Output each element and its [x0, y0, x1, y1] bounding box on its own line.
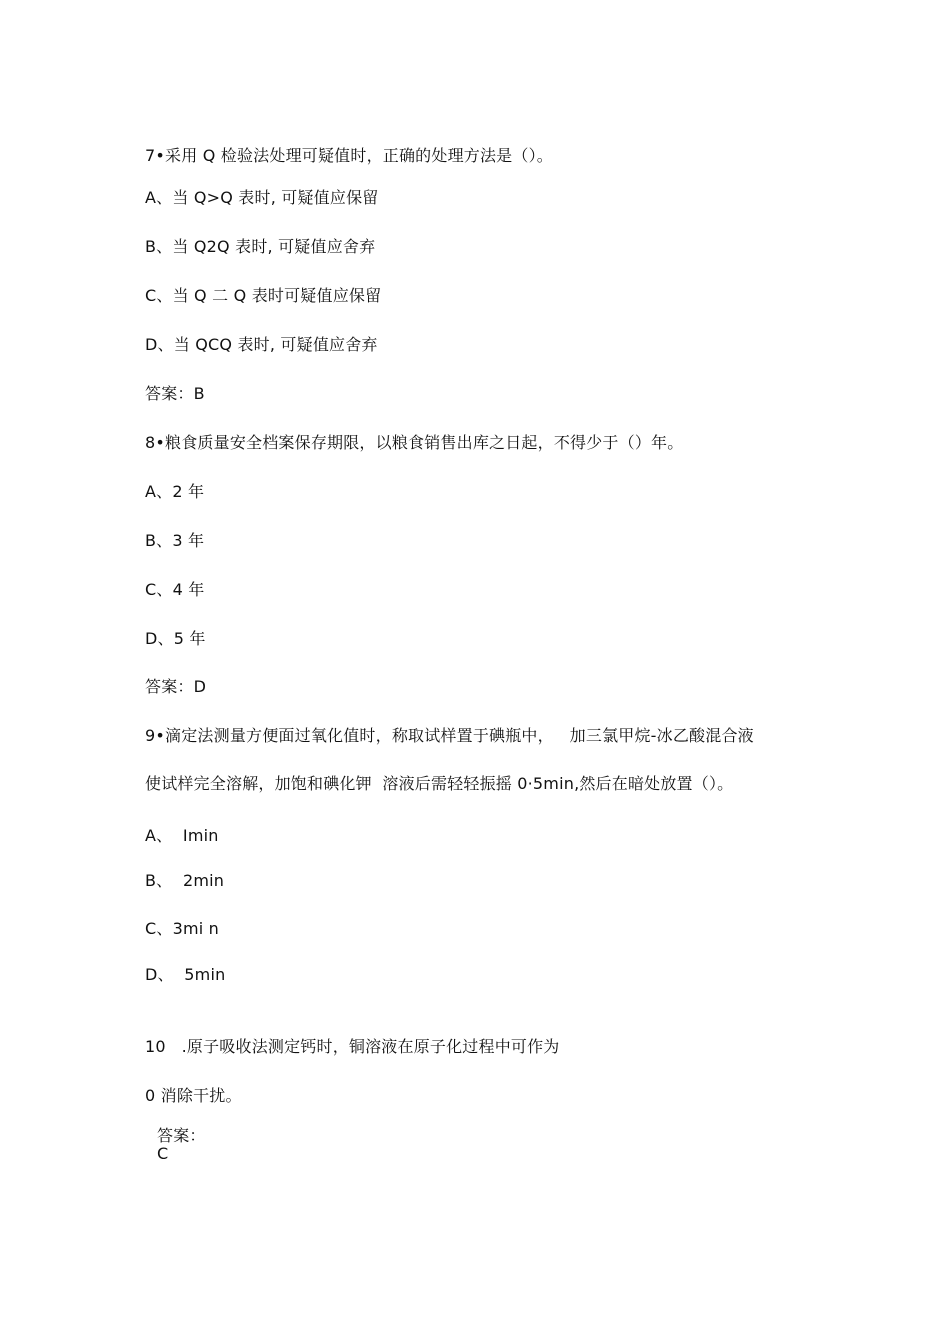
option-d: D、 5min: [145, 965, 226, 984]
question-stem: 8•粮食质量安全档案保存期限，以粮食销售出库之日起，不得少于（）年。: [145, 433, 684, 452]
option-b: B、当 Q2Q 表时, 可疑值应舍弃: [145, 237, 376, 256]
answer: 答案：D: [145, 677, 207, 696]
option-a: A、当 Q>Q 表时, 可疑值应保留: [145, 188, 379, 207]
option-d: D、当 QCQ 表时, 可疑值应舍弃: [145, 335, 378, 354]
option-c: C、当 Q 二 Q 表时可疑值应保留: [145, 286, 382, 305]
answer-value: C: [157, 1144, 169, 1163]
option-d: D、5 年: [145, 629, 206, 648]
option-a: A、 Imin: [145, 826, 219, 845]
option-b: B、3 年: [145, 531, 205, 550]
option-c: C、4 年: [145, 580, 205, 599]
answer: 答案：B: [145, 384, 205, 403]
question-stem-line-1: 10 .原子吸收法测定钙时，铜溶液在原子化过程中可作为: [145, 1037, 560, 1056]
option-b: B、 2min: [145, 871, 225, 890]
option-a: A、2 年: [145, 482, 205, 501]
answer-label: 答案：: [157, 1126, 206, 1145]
question-stem-line-1: 9•滴定法测量方便面过氧化值时，称取试样置于碘瓶中， 加三氯甲烷-冰乙酸混合液: [145, 726, 754, 745]
option-c: C、3mi n: [145, 919, 220, 938]
question-stem: 7•采用 Q 检验法处理可疑值时，正确的处理方法是（）。: [145, 146, 553, 165]
question-stem-line-2: 0 消除干扰。: [145, 1086, 242, 1105]
question-stem-line-2: 使试样完全溶解，加饱和碘化钾 溶液后需轻轻振摇 0·5min,然后在暗处放置（）。: [145, 774, 734, 793]
